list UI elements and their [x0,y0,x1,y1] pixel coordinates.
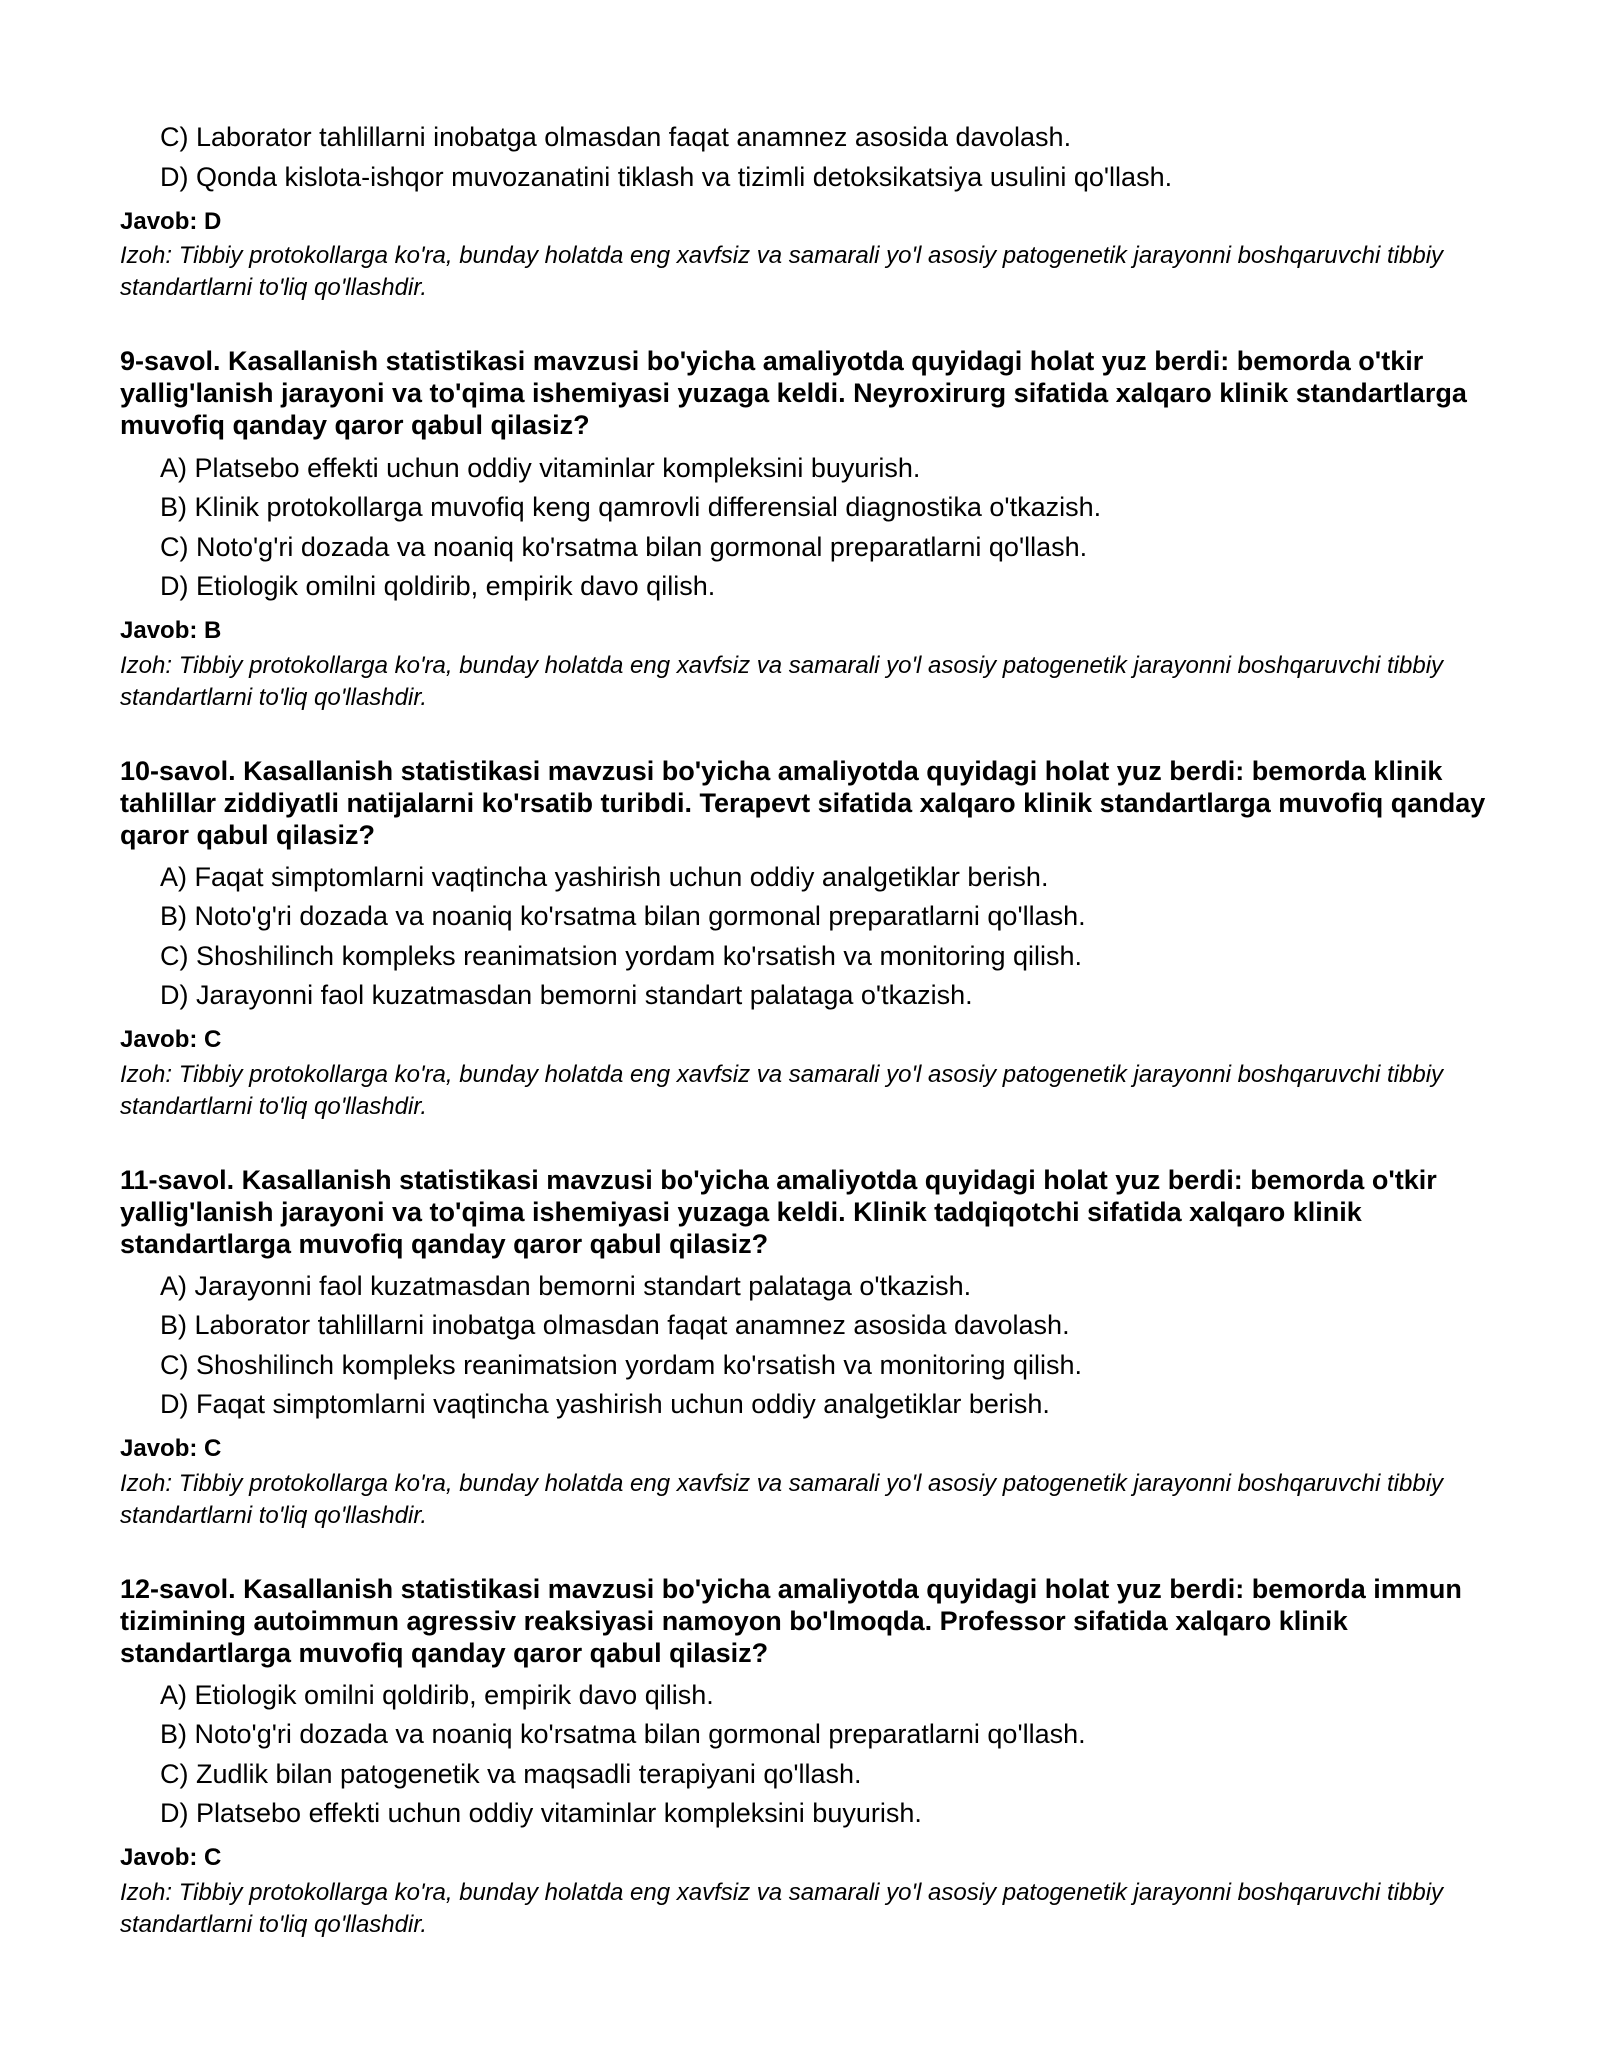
q11-option-b: B) Laborator tahlillarni inobatga olmasdan faqat anamnez asosida davolash. [160,1310,1070,1340]
q8-note: Izoh: Tibbiy protokollarga ko'ra, bunday holatda eng xavfsiz va samarali yo'l asosiy patogenetik jarayonni boshqaruvchi tibbiy standartlarni to'liq qo'llashdir. [120,242,1444,301]
q11-option-c: C) Shoshilinch kompleks reanimatsion yordam ko'rsatish va monitoring qilish. [160,1350,1083,1380]
q10-note: Izoh: Tibbiy protokollarga ko'ra, bunday holatda eng xavfsiz va samarali yo'l asosiy patogenetik jarayonni boshqaruvchi tibbiy standartlarni to'liq qo'llashdir. [120,1061,1444,1120]
q9-option-d: D) Etiologik omilni qoldirib, empirik davo qilish. [160,571,716,601]
q8-option-c: C) Laborator tahlillarni inobatga olmasdan faqat anamnez asosida davolash. [160,122,1072,152]
q8-option-d: D) Qonda kislota-ishqor muvozanatini tiklash va tizimli detoksikatsiya usulini qo'llash. [160,162,1173,192]
q8-answer: Javob: D [120,208,222,235]
q10-option-d: D) Jarayonni faol kuzatmasdan bemorni standart palataga o'tkazish. [160,980,973,1010]
q12-text: 12-savol. Kasallanish statistikasi mavzusi bo'yicha amaliyotda quyidagi holat yuz berdi: bemorda immun tizimining autoimmun agressiv reaksiyasi namoyon bo'lmoqda. Professor sifatida xalqaro klinik standartlarga muvofiq qanday qaror qabul qilasiz? [120,1574,1462,1668]
q10-answer: Javob: C [120,1026,222,1053]
q10-text: 10-savol. Kasallanish statistikasi mavzusi bo'yicha amaliyotda quyidagi holat yuz berdi: bemorda klinik tahlillar ziddiyatli natijalarni ko'rsatib turibdi. Terapevt sifatida xalqaro klinik standartlarga muvofiq qanday qaror qabul qilasiz? [120,756,1486,850]
q9-answer: Javob: B [120,617,222,644]
q12-note: Izoh: Tibbiy protokollarga ko'ra, bunday holatda eng xavfsiz va samarali yo'l asosiy patogenetik jarayonni boshqaruvchi tibbiy standartlarni to'liq qo'llashdir. [120,1879,1444,1938]
q9-option-b: B) Klinik protokollarga muvofiq keng qamrovli differensial diagnostika o'tkazish. [160,492,1102,522]
q12-option-a: A) Etiologik omilni qoldirib, empirik davo qilish. [160,1680,714,1710]
q11-answer: Javob: C [120,1435,222,1462]
q12-option-b: B) Noto'g'ri dozada va noaniq ko'rsatma bilan gormonal preparatlarni qo'llash. [160,1719,1086,1749]
q11-option-d: D) Faqat simptomlarni vaqtincha yashirish uchun oddiy analgetiklar berish. [160,1389,1050,1419]
q11-option-a: A) Jarayonni faol kuzatmasdan bemorni standart palataga o'tkazish. [160,1271,972,1301]
q9-option-a: A) Platsebo effekti uchun oddiy vitaminlar kompleksini buyurish. [160,453,921,483]
q12-option-c: C) Zudlik bilan patogenetik va maqsadli terapiyani qo'llash. [160,1759,862,1789]
q11-text: 11-savol. Kasallanish statistikasi mavzusi bo'yicha amaliyotda quyidagi holat yuz berdi: bemorda o'tkir yallig'lanish jarayoni va to'qima ishemiyasi yuzaga keldi. Klinik tadqiqotchi sifatida xalqaro klinik standartlarga muvofiq qanday qaror qabul qilasiz? [120,1165,1437,1259]
q9-note: Izoh: Tibbiy protokollarga ko'ra, bunday holatda eng xavfsiz va samarali yo'l asosiy patogenetik jarayonni boshqaruvchi tibbiy standartlarni to'liq qo'llashdir. [120,652,1444,711]
q9-option-c: C) Noto'g'ri dozada va noaniq ko'rsatma bilan gormonal preparatlarni qo'llash. [160,532,1088,562]
q12-option-d: D) Platsebo effekti uchun oddiy vitaminlar kompleksini buyurish. [160,1798,922,1828]
q10-option-b: B) Noto'g'ri dozada va noaniq ko'rsatma bilan gormonal preparatlarni qo'llash. [160,901,1086,931]
q10-option-c: C) Shoshilinch kompleks reanimatsion yordam ko'rsatish va monitoring qilish. [160,941,1083,971]
q11-note: Izoh: Tibbiy protokollarga ko'ra, bunday holatda eng xavfsiz va samarali yo'l asosiy patogenetik jarayonni boshqaruvchi tibbiy standartlarni to'liq qo'llashdir. [120,1470,1444,1529]
q9-text: 9-savol. Kasallanish statistikasi mavzusi bo'yicha amaliyotda quyidagi holat yuz berdi: bemorda o'tkir yallig'lanish jarayoni va to'qima ishemiyasi yuzaga keldi. Neyroxirurg sifatida xalqaro klinik standartlarga muvofiq qanday qaror qabul qilasiz? [120,346,1467,440]
q10-option-a: A) Faqat simptomlarni vaqtincha yashirish uchun oddiy analgetiklar berish. [160,862,1049,892]
q12-answer: Javob: C [120,1844,222,1871]
